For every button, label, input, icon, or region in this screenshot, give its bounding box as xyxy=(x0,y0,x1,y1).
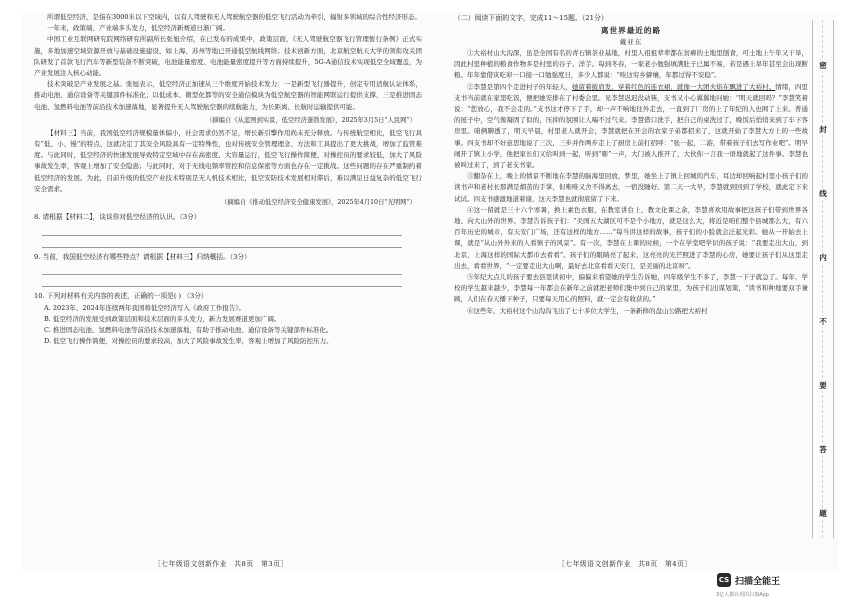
passage-paragraph: ①大裕村山大沟深，虽是全国有名的青石镇茶业基地，村里人祖祖辈辈都在贫瘠的土地里刨食，可土地上午年又干旱，因此村里种植的粮食作物多是村里的谷子、洋芋。每到冬春，一家老小勉强填满肚子已属不易，若是遇上旱年甚至会出现断粮。年年靠借寅吃卯一口接一口勉强度日，多少人都说：“唉这穷乡僻壤，年都过得不安稳”。 xyxy=(454,49,808,80)
option-b: B. 低空经济的发展受到政策层面和技术层面的多头发力，新力发展赛道更加广阔。 xyxy=(44,314,281,323)
seal-char: 不 xyxy=(816,316,830,327)
page-footer: ［七年级语文创新作业 共8页 第4页］ xyxy=(558,560,692,568)
scanner-tagline: 3亿人都在用的扫描App xyxy=(716,592,769,598)
option-a: A. 2023年、2024年连续两年我国将低空经济写入《政府工作报告》。 xyxy=(44,303,246,312)
seal-char: 答 xyxy=(816,444,830,455)
article-title: 离世界最近的路 xyxy=(600,26,662,35)
source-citation: （摘编自《从蓝图到实景，低空经济蓬勃发展》，2025年3月5日“人民网”） xyxy=(206,116,416,124)
option-c: C. 推进固态电池、氢燃料电池等前沿技术加速落地，有助于推动电池、通信设备等关键部件标准化。 xyxy=(44,325,333,334)
paragraph-text: ②李慧是第四个走进村子的年轻人， xyxy=(467,82,572,91)
section-heading: （二）阅读下面的文字，完成11～15题。（21分） xyxy=(454,14,608,22)
passage-paragraph: 所谓低空经济，是指在3000米以下空域内，以有人驾驶和无人驾驶航空器的低空飞行活动为牵引，辐射多领域的综合性经济形态。 xyxy=(47,13,422,21)
passage-paragraph: 技术突破是产业发展之基。张旭表示，低空经济正加速从三个维度开始技术发力：一是新型飞行器提升，创定专用适航认证体系，推动电池、通信设备等关键部件标准化；以低成本、微型化都等的安全通信模块为低空航空器的智能网联运行提供支撑，三是推进固态电池、氢燃料电池等前沿技术加速落地，显著提升无人驾驶航空器的续航能力，为长距离、长航时运输提供可能。 xyxy=(34,80,422,111)
seal-line-gutter xyxy=(812,20,834,538)
passage-paragraph: ④这一留就是三十六个寒暑，换上素色衣服，在教室讲台上，教文化课之余，李慧喜欢用故事把这孩子们带到世界各地、向大山外的世界。李慧告诉孩子们：“美国五大湖区可不是个小地方，就是这么大，将近是咱们整个县城那么大，有六百年历史的城市，有天安门广场，还有这样的地方……”每当讲这样的故事，孩子们的小脸就会泛起光彩。她从一开始去上课，就是“从山外外来的人看镇子的风景”。有一次，李慧在上课的时候，一个在学堂吧学识的孩子说：“我要走出大山，到北京、上海这样的国际大都市去看看”。孩子们的眼睛亮了起来，这亮亮的光芒照进了李慧的心房，她要让孩子们从这里走出去，看看世界，“一定要走出大山啊，最好去北京看看天安门，是美丽的北京呀”。 xyxy=(454,205,808,270)
question-10: 10. 下列对材料有关内容的表述，正确的一项是( ) （3分） xyxy=(34,292,208,301)
passage-paragraph: 一年来，政策端、产业端多头发力，低空经济新赛道日渐广阔。 xyxy=(47,24,229,33)
option-d: D. 低空飞行操作简便，对操控员的要求较高，加大了风险事故发生率，客观上增加了风险防控压力。 xyxy=(44,337,333,346)
exam-sheet xyxy=(22,12,838,572)
passage-paragraph: 中国工业互联网研究院网络研究所副所长张旭介绍，在已发布的成果中，政策层面，《无人驾驶航空器飞行管理暂行条例》正式实施，多地加速空域资源开放与基础设施建设，如上海、苏州等地已开通低空航线网络；技术创新方面，北京航空航天大学的领衔攻关团队研发了首款飞行汽车等新型装备不断突破，电池能量密度、电池能量密度提升等方面持续提升，5G-A通信技术实现低空全域覆盖，为产业发展注入核心动能。 xyxy=(34,35,422,78)
answer-line-q9[interactable] xyxy=(42,273,402,275)
seal-char: 线 xyxy=(816,188,830,199)
question-9: 9. 当前，我国低空经济有哪些特点？请根据【材料三】归纳概括。（3分） xyxy=(34,252,251,261)
source-citation: （摘编自《推动低空经济安全健康发展》，2025年4月10日“光明网”） xyxy=(220,199,416,207)
scanner-app-name: 扫描全能王 xyxy=(735,576,781,587)
underlined-sentence: 她留着披肩发、穿着红色的连衣裙，就像一大团火焰在飘进了大裕村。 xyxy=(571,82,776,91)
question-8: 8. 请根据【材料二】，谈谈你对低空经济的认识。（3分） xyxy=(34,213,201,222)
page-3 xyxy=(34,12,422,572)
seal-dashed-line xyxy=(822,20,823,538)
scanner-logo-icon: CS xyxy=(717,573,731,587)
article-author: 戴亚东 xyxy=(619,38,643,46)
page-4 xyxy=(454,12,808,572)
seal-char: 要 xyxy=(816,380,830,391)
passage-paragraph: ③翻杂在上，晚上的情景不断地在李慧的脑海里回放，梦里，她坐上了镇上回城的汽车，耳边却回响起村里小孩子们的读书声和老村长那满是烟茧的手掌，但唯唯又舍不得离去，一宿没睡好。第二天一大早，李慧就到回到了学校，就此定下来试试。四支书感激地道着谢，这天李慧也就彻底留了下来。 xyxy=(454,172,808,203)
paragraph-text: 情绪，四里支书当前就在家里吃饭，便把她安排在了村委会里。见李慧迟迟没动筷，支书又小心翼翼地问她：“明天就回吗？”李慧笑着说：“您放心，我不会走的。”支书这才停下了手，却一声不响地往外走去，一直到了厂房的上了年纪的人也围了上来。普通的屋子中，空气像凝固了似的，压抑的氛围让人喘不过气来。李慧借口洗手，把自己的桌洗过了，晚饭后悄悄来到了车下客房里。咱俩聊透了，明天早晨，村里老人就开会，李慧就把在开会的农家子弟都招来了，这就开始了李慧大方上的一些故事。四支书却不好意思地说了三次，三步并作两步走上了厨房上前打招呼：“张一起，二游，带着孩子们去写作业吧”。明早闹开了镇上小学，他把家长们又给叫到一起，听到“嘭”一声，大门被人推开了，大伙你一言我一语地就起了这件事。李慧也被叫过来了，到了老支书家。 xyxy=(454,82,809,170)
passage-paragraph: ⑥这些年，大裕村这个山沟沟飞出了七十多位大学生，一条新修的盘山公路把大裕村 xyxy=(467,306,708,315)
scanner-watermark xyxy=(717,573,780,587)
answer-line-q8[interactable] xyxy=(42,234,402,236)
passage-paragraph xyxy=(454,82,808,172)
passage-paragraph: ⑤年纪大点儿的孩子要去县里读初中，偏偏来看望她的学生告诉她，四年级学生不多了，李慧一下子就急了。每年，学校的学生越来越少，李慧每一年都会在新年之前就把老师们集中到自己的家里，为孩子们出谋划策，“读书和种地要双手兼顾，人们在春天播下种子，只要每天用心的照料，就一定会有收获的。” xyxy=(454,273,808,304)
answer-line-q9[interactable] xyxy=(42,285,402,287)
seal-char: 题 xyxy=(816,508,830,519)
seal-char: 封 xyxy=(816,124,830,135)
answer-line-q8[interactable] xyxy=(42,246,402,248)
seal-char: 密 xyxy=(816,60,830,71)
page-footer: ［七年级语文创新作业 共8页 第3页］ xyxy=(154,560,288,568)
material-three: 【材料三】当前，我国低空经济规模量体偏小，社会需求仍然不足，增长新引擎作用尚未充分释放。与传统航空相比，低空飞行具有“低、小、慢”的特点，这就决定了其安全风险具有一定特殊性，也对传统安全管理理念、方法和工具提出了更大挑战，增加了监管难度。与此同时，低空经济的快速发展导致特定空域中存在高密度、大容量运行，低空飞行操作简便，对操控员的要求较低，加大了风险事故发生率，客观上增加了安全隐患；与此同时，对于无线电频率管控和信息保密等方面也存在一定挑战。这些问题的存在严重制约着低空经济的发展。为此，目前升级的低空产业技术特别是无人机技术相比，低空安防技术发展相对滞后，难以满足日益复杂的低空飞行安全需求。 xyxy=(34,128,422,193)
seal-char: 内 xyxy=(816,252,830,263)
